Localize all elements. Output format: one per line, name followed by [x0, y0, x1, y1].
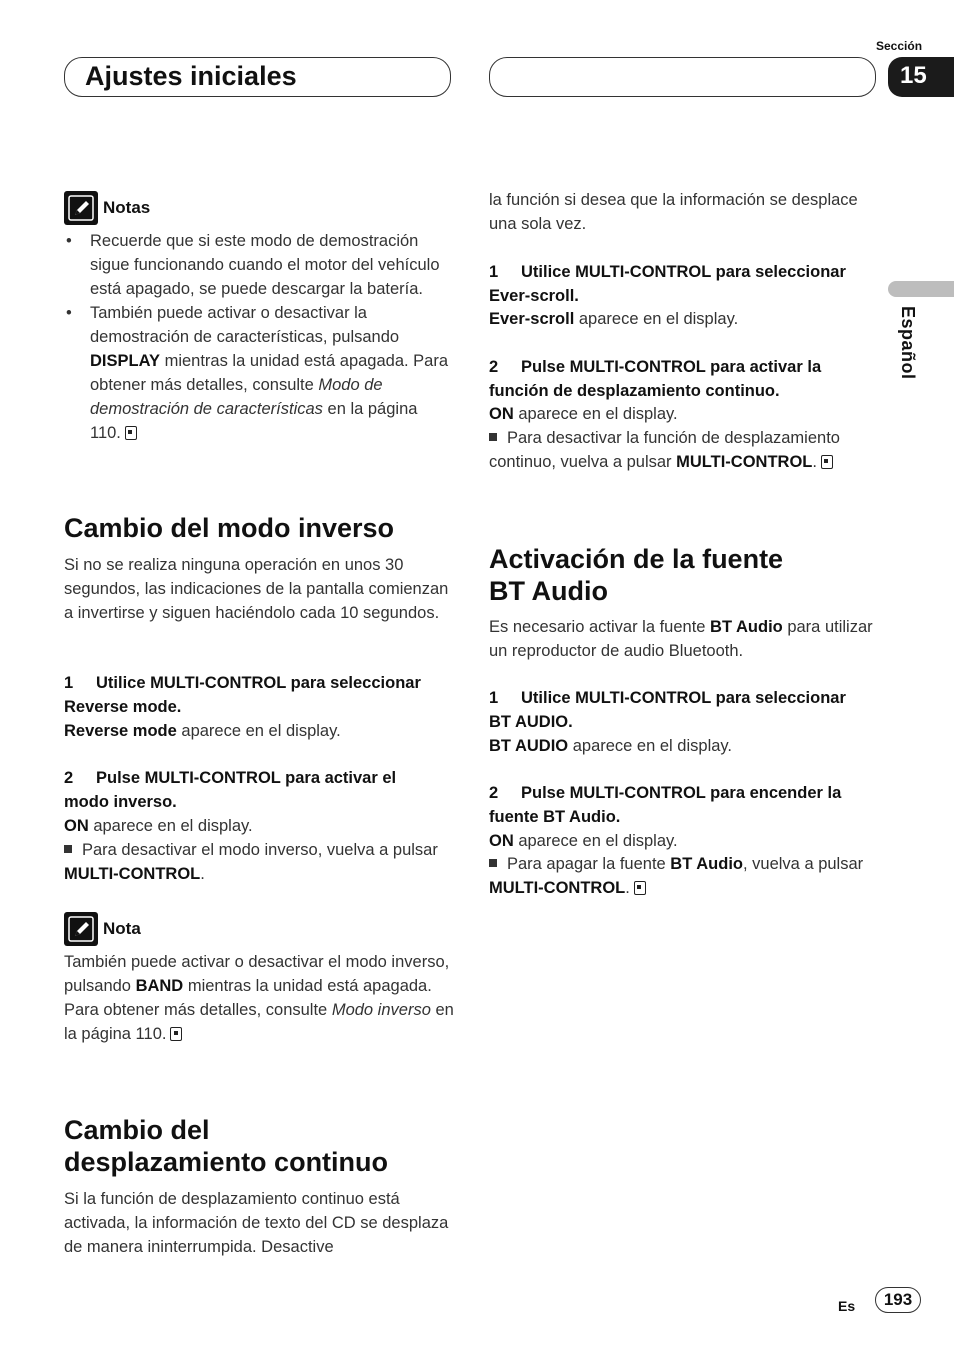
result-bold: ON — [489, 405, 514, 423]
nota-text-part: mientras la unidad está apagada. Para obtener más detalles, consulte — [64, 977, 432, 1019]
intro-text: para utilizar un reproductor de audio Bluetooth. — [489, 618, 873, 660]
result-text: aparece en el display. — [88, 817, 253, 835]
footer-language: Es — [838, 1298, 856, 1314]
tip-text: , vuelva a pulsar — [743, 855, 864, 873]
tip-text: . — [625, 879, 630, 897]
bt-step-2-tip — [489, 852, 874, 900]
result-bold: ON — [489, 832, 514, 850]
tip-square-icon — [64, 845, 72, 853]
step-number: 1 — [489, 263, 499, 281]
tip-text: Para desactivar la función de desplazamiento continuo, vuelva a pulsar — [489, 429, 840, 471]
result-bold: BT AUDIO — [489, 737, 569, 755]
section-label: Sección — [876, 39, 923, 53]
note-text: mientras la unidad está apagada. Para obtener más detalles, consulte — [90, 352, 449, 394]
step-number: 1 — [489, 689, 499, 707]
nota-italic: Modo inverso — [331, 1001, 431, 1019]
step-text: Pulse MULTI-CONTROL para activar la función de desplazamiento continuo. — [489, 358, 822, 400]
heading-line: Activación de la fuente — [489, 544, 784, 574]
scroll-step-2-result — [489, 402, 874, 426]
note-text: en la página 110. — [90, 400, 418, 442]
note-pencil-icon — [64, 191, 98, 225]
section-heading-reverse: Cambio del modo inverso — [64, 513, 395, 543]
end-mark-icon — [125, 426, 137, 440]
reverse-step-1-result — [64, 719, 454, 743]
nota-text-part: en la página 110. — [64, 1001, 454, 1043]
step-number: 2 — [489, 358, 499, 376]
header-title-box — [64, 57, 451, 97]
heading-line: BT Audio — [489, 576, 608, 606]
scroll-step-1-result — [489, 307, 874, 331]
result-bold: ON — [64, 817, 89, 835]
result-bold: Ever-scroll — [489, 310, 575, 328]
nota-label: Nota — [103, 919, 141, 938]
notes-header — [64, 191, 150, 225]
step-text: Pulse MULTI-CONTROL para activar el modo inverso. — [64, 769, 397, 811]
nota-text — [64, 950, 454, 1046]
result-text: aparece en el display. — [574, 310, 739, 328]
section-number: 15 — [888, 57, 954, 97]
nota-text-part: También puede activar o desactivar el modo inverso, pulsando — [64, 953, 450, 995]
reverse-intro: Si no se realiza ninguna operación en unos 30 segundos, las indicaciones de la pantalla comienzan a invertirse y siguen haciéndolo cada 10 segundos. — [64, 556, 449, 622]
bt-step-2 — [489, 781, 881, 829]
note-italic: Modo de demostración de características — [90, 376, 383, 418]
result-text: aparece en el display. — [568, 737, 733, 755]
note-text: Recuerde que si este modo de demostración sigue funcionando cuando el motor del vehículo está apagado, se puede descargar la batería. — [90, 232, 440, 298]
scroll-intro: Si la función de desplazamiento continuo está activada, la información de texto del CD se desplaza de manera ininterrumpida. Desactive — [64, 1190, 449, 1256]
scroll-step-1 — [489, 260, 869, 308]
step-text: Utilice MULTI-CONTROL para seleccionar BT AUDIO. — [489, 689, 846, 731]
scroll-step-2 — [489, 355, 869, 403]
end-mark-icon — [170, 1027, 182, 1041]
reverse-step-1 — [64, 671, 444, 719]
reverse-step-2 — [64, 766, 444, 814]
heading-line: Cambio del — [64, 1115, 210, 1145]
scroll-intro-continued: la función si desea que la información se desplace una sola vez. — [489, 191, 858, 233]
tip-bold: BT Audio — [670, 855, 743, 873]
tip-bold: MULTI-CONTROL — [489, 879, 626, 897]
tip-square-icon — [489, 859, 497, 867]
tip-square-icon — [489, 433, 497, 441]
result-text: aparece en el display. — [513, 832, 678, 850]
bt-intro — [489, 615, 874, 663]
result-text: aparece en el display. — [513, 405, 678, 423]
list-item — [64, 229, 450, 301]
notes-list — [64, 229, 450, 445]
step-text: Utilice MULTI-CONTROL para seleccionar Ever-scroll. — [489, 263, 846, 305]
tip-text: Para desactivar el modo inverso, vuelva a pulsar — [82, 841, 438, 859]
scroll-step-2-tip — [489, 426, 874, 474]
step-text: Utilice MULTI-CONTROL para seleccionar Reverse mode. — [64, 674, 421, 716]
tip-text: Para apagar la fuente — [507, 855, 671, 873]
step-number: 2 — [489, 784, 499, 802]
end-mark-icon — [821, 455, 833, 469]
nota-bold: BAND — [135, 977, 184, 995]
bt-step-1 — [489, 686, 869, 734]
list-item — [64, 301, 450, 445]
section-heading-bt-audio — [489, 543, 783, 607]
nota-header — [64, 912, 141, 946]
note-text: También puede activar o desactivar la demostración de características, pulsando — [90, 304, 400, 346]
result-text: aparece en el display. — [176, 722, 341, 740]
step-text: Pulse MULTI-CONTROL para encender la fuente BT Audio. — [489, 784, 842, 826]
tip-bold: MULTI-CONTROL — [676, 453, 813, 471]
section-heading-scroll — [64, 1114, 388, 1178]
tip-bold: MULTI-CONTROL — [64, 865, 201, 883]
note-bold: DISPLAY — [90, 352, 160, 370]
tip-text: . — [812, 453, 817, 471]
bt-step-2-result — [489, 829, 874, 853]
step-number: 1 — [64, 674, 74, 692]
end-mark-icon — [634, 881, 646, 895]
notes-label: Notas — [103, 198, 151, 217]
bt-step-1-result — [489, 734, 874, 758]
reverse-step-2-result — [64, 814, 454, 838]
intro-text: Es necesario activar la fuente — [489, 618, 711, 636]
page-number: 193 — [875, 1287, 921, 1313]
language-tab-bar — [888, 281, 954, 297]
header-title: Ajustes iniciales — [85, 61, 297, 91]
result-bold: Reverse mode — [64, 722, 177, 740]
tip-text: . — [200, 865, 205, 883]
language-tab-label: Español — [898, 306, 918, 380]
step-number: 2 — [64, 769, 74, 787]
intro-bold: BT Audio — [710, 618, 783, 636]
note-pencil-icon — [64, 912, 98, 946]
reverse-step-2-tip — [64, 838, 450, 886]
heading-line: desplazamiento continuo — [64, 1147, 389, 1177]
header-empty-box — [489, 57, 876, 97]
